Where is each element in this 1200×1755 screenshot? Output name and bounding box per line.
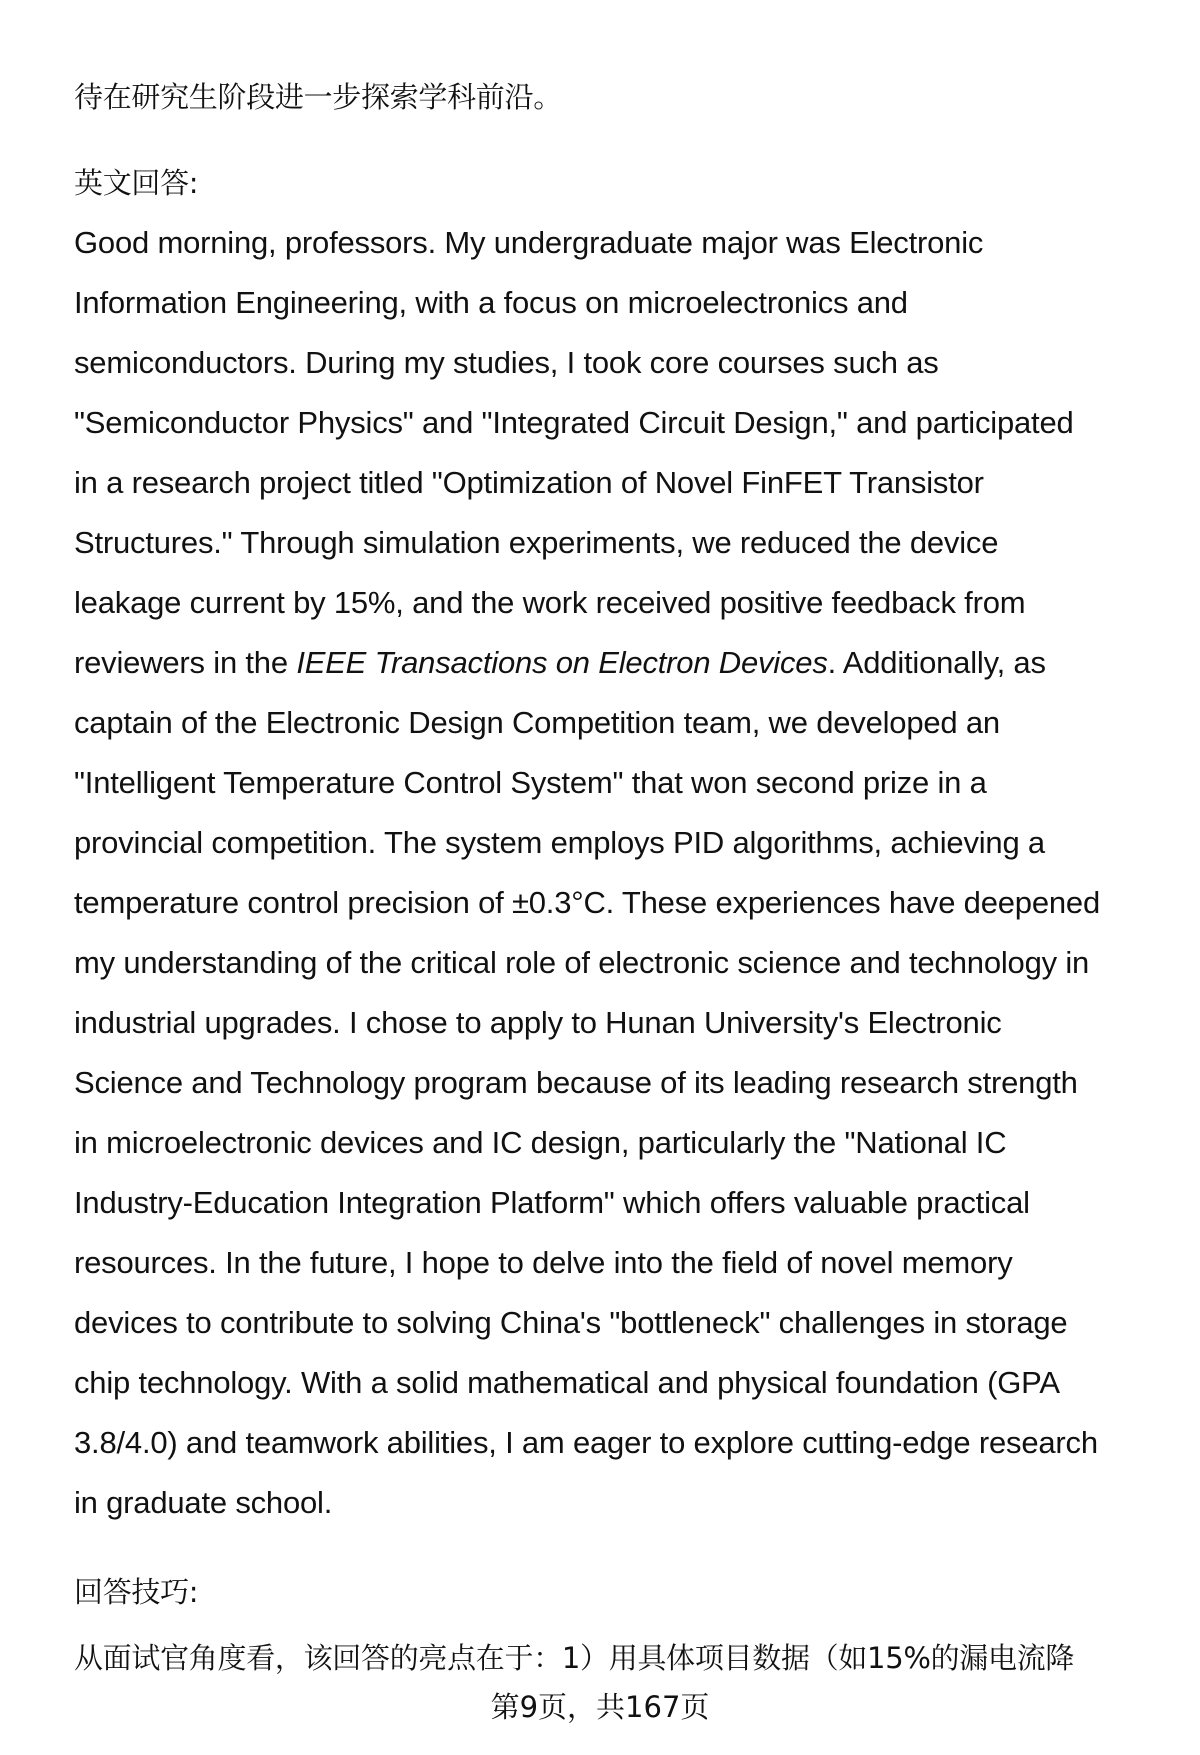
answer-line: "Semiconductor Physics" and "Integrated Circuit Design," and participated (74, 405, 1074, 440)
answer-line: captain of the Electronic Design Competition team, we developed an (74, 705, 1000, 740)
page-number: 第9页，共167页 (490, 1690, 710, 1724)
answer-line: "Intelligent Temperature Control System" that won second prize in a (74, 765, 987, 800)
answer-line: Structures." Through simulation experiments, we reduced the device (74, 525, 999, 560)
intro-tail-text: 待在研究生阶段进一步探索学科前沿。 (74, 80, 562, 114)
answer-line: temperature control precision of ±0.3°C. These experiences have deepened (74, 885, 1101, 920)
answer-line: Information Engineering, with a focus on microelectronics and (74, 285, 908, 320)
tips-text: 从面试官角度看，该回答的亮点在于：1）用具体项目数据（如15%的漏电流降 (74, 1641, 1075, 1675)
answer-line: in graduate school. (74, 1485, 333, 1520)
answer-line: Good morning, professors. My undergraduate major was Electronic (74, 225, 984, 260)
tips-heading: 回答技巧: (74, 1575, 199, 1609)
answer-line: 3.8/4.0) and teamwork abilities, I am eager to explore cutting-edge research (74, 1425, 1098, 1460)
answer-line: Industry-Education Integration Platform" which offers valuable practical (74, 1185, 1030, 1220)
english-answer-heading: 英文回答: (74, 166, 199, 200)
answer-line: Science and Technology program because of its leading research strength (74, 1065, 1078, 1100)
answer-line: leakage current by 15%, and the work received positive feedback from (74, 585, 1026, 620)
answer-line: in a research project titled "Optimization of Novel FinFET Transistor (74, 465, 984, 500)
answer-line: resources. In the future, I hope to delve into the field of novel memory (74, 1245, 1013, 1280)
answer-line: semiconductors. During my studies, I took core courses such as (74, 345, 939, 380)
answer-line: devices to contribute to solving China's "bottleneck" challenges in storage (74, 1305, 1068, 1340)
answer-line: my understanding of the critical role of electronic science and technology in (74, 945, 1090, 980)
answer-line: in microelectronic devices and IC design, particularly the "National IC (74, 1125, 1007, 1160)
answer-line: industrial upgrades. I chose to apply to Hunan University's Electronic (74, 1005, 1002, 1040)
answer-line-segment: . Additionally, as (827, 645, 1046, 680)
answer-line (74, 633, 1046, 693)
journal-title: IEEE Transactions on Electron Devices (296, 645, 828, 680)
answer-line: chip technology. With a solid mathematical and physical foundation (GPA (74, 1365, 1060, 1400)
answer-line-segment: reviewers in the (74, 645, 297, 680)
answer-line: provincial competition. The system employs PID algorithms, achieving a (74, 825, 1045, 860)
